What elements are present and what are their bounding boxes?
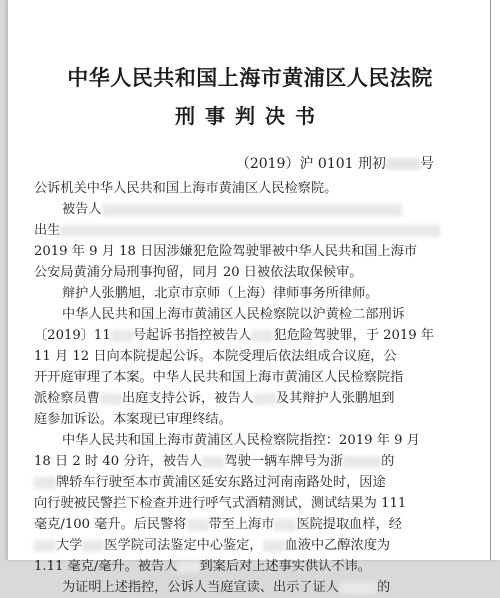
body-line (34, 514, 474, 535)
document-type-title: 刑事判决书 (175, 104, 325, 128)
body-line (34, 367, 474, 388)
line-text: 中华人民共和国上海市黄浦区人民检察院指控：2019 年 9 月 (62, 433, 420, 448)
redaction (102, 204, 402, 216)
redaction (178, 561, 200, 573)
line-text: 大学 (56, 538, 83, 553)
judgment-body (34, 178, 474, 598)
body-line (34, 283, 474, 304)
line-text: 出庭支持公诉，被告人 (121, 391, 254, 406)
line-text: 出生 (34, 223, 61, 238)
line-text: 庭参加诉讼。本案现已审理终结。 (34, 412, 232, 427)
line-text: 公诉机关中华人民共和国上海市黄浦区人民检察院。 (34, 181, 338, 196)
line-text: 11 月 12 日向本院提起公诉。本院受理后依法组成合议庭，公 (34, 349, 397, 364)
court-title: 中华人民共和国上海市黄浦区人民法院 (67, 65, 433, 90)
redaction (60, 225, 440, 237)
line-text: 的 (376, 580, 391, 595)
line-text: 驾驶一辆车牌号为浙 (224, 454, 344, 469)
redaction (34, 540, 56, 552)
body-line (34, 346, 474, 367)
line-text: 血液中乙醇浓度为 (284, 538, 391, 553)
line-text: 〔2019〕11 (34, 328, 111, 343)
line-text: 牌轿车行驶至本市黄浦区延安东路过河南南路处时，因途 (56, 475, 386, 490)
redaction (100, 393, 122, 405)
body-line (34, 451, 474, 472)
line-text: 医学院司法鉴定中心鉴定， (104, 538, 263, 553)
line-text: 犯危险驾驶罪，于 2019 年 (273, 328, 435, 343)
redaction (202, 456, 224, 468)
body-line (34, 577, 474, 598)
case-number (236, 153, 434, 173)
body-line (34, 472, 474, 493)
body-line (34, 241, 474, 262)
line-text: 的 (381, 454, 395, 469)
redaction (274, 519, 296, 531)
line-text: 及其辩护人张鹏旭到 (275, 391, 395, 406)
line-text: 毫克/100 毫升。后民警将 (34, 517, 187, 532)
case-number-prefix: （2019）沪 0101 刑初 (235, 156, 386, 172)
body-line (34, 304, 474, 325)
body-line (34, 178, 474, 199)
redaction (386, 158, 420, 170)
case-number-suffix: 号 (420, 156, 434, 172)
redaction (263, 540, 285, 552)
redaction (34, 477, 56, 489)
line-text: 开开庭审理了本案。中华人民共和国上海市黄浦区人民检察院指 (34, 370, 404, 385)
line-text: 中华人民共和国上海市黄浦区人民检察院以沪黄检二部刑诉 (62, 307, 405, 322)
body-line (34, 220, 474, 241)
line-text: 1.11 毫克/毫升。被告人 (34, 559, 178, 574)
line-text: 带至上海市 (208, 517, 275, 532)
redaction (111, 330, 133, 342)
line-text: 18 日 2 时 40 分许，被告人 (34, 454, 203, 469)
line-text: 医院提取血样，经 (296, 517, 402, 532)
body-line (34, 430, 474, 451)
body-line (34, 409, 474, 430)
redaction (187, 519, 209, 531)
body-line (34, 556, 474, 577)
body-line (34, 199, 474, 220)
redaction (251, 330, 273, 342)
line-text: 被告人 (62, 202, 102, 217)
line-text: 派检察员曹 (34, 391, 100, 406)
line-text: 向行驶被民警拦下检查并进行呼气式酒精测试，测试结果为 111 (34, 496, 407, 511)
body-line (34, 388, 474, 409)
redaction (339, 582, 377, 594)
line-text: 公安局黄浦分局刑事拘留，同月 20 日被依法取保候审。 (34, 265, 363, 280)
line-text: 号起诉书指控被告人 (132, 328, 252, 343)
redaction (254, 393, 276, 405)
line-text: 到案后对上述事实供认不讳。 (199, 559, 371, 574)
body-line (34, 325, 474, 346)
line-text: 为证明上述指控，公诉人当庭宣读、出示了证人 (62, 580, 339, 595)
body-line (34, 535, 474, 556)
body-line (34, 262, 474, 283)
line-text: 辩护人张鹏旭，北京市京师（上海）律师事务所律师。 (62, 286, 379, 301)
line-text: 2019 年 9 月 18 日因涉嫌犯危险驾驶罪被中华人民共和国上海市 (34, 244, 418, 259)
redaction (343, 456, 381, 468)
body-line (34, 493, 474, 514)
redaction (82, 540, 104, 552)
